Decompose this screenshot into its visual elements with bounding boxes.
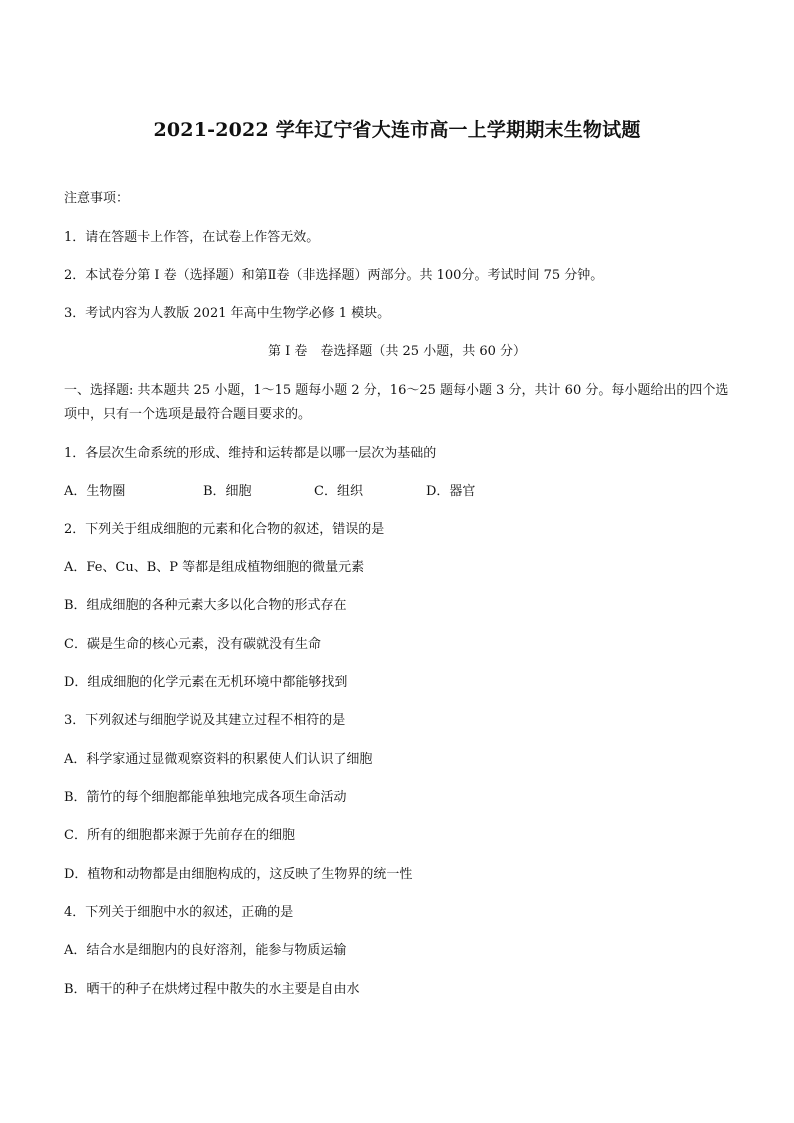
question-option: C．所有的细胞都来源于先前存在的细胞 <box>64 828 295 843</box>
question-option: A．生物圈 <box>64 484 126 499</box>
question-option: C．碳是生命的核心元素，没有碳就没有生命 <box>64 637 321 652</box>
exam-title: 2021-2022 学年辽宁省大连市高一上学期期末生物试题 <box>153 119 641 141</box>
question-option: B．晒干的种子在烘烤过程中散失的水主要是自由水 <box>64 982 360 997</box>
question-options-row <box>64 483 732 501</box>
question-option: A．Fe、Cu、B、P 等都是组成植物细胞的微量元素 <box>64 560 365 575</box>
question-option: C．组织 <box>314 484 363 499</box>
question-stem: 3．下列叙述与细胞学说及其建立过程不相符的是 <box>64 713 346 728</box>
notice-item: 1．请在答题卡上作答，在试卷上作答无效。 <box>64 230 320 245</box>
notice-item: 2．本试卷分第 I 卷（选择题）和第Ⅱ卷（非选择题）两部分。共 100分。考试时间 75 分钟。 <box>64 268 604 283</box>
section-intro: 一、选择题: 共本题共 25 小题，1～15 题每小题 2 分，16～25 题每小题 3 分，共计 60 分。每小题给出的四个选项中，只有一个选项是最符合题目要求的。 <box>64 383 729 422</box>
question-option: B．细胞 <box>203 484 252 499</box>
question-option: A．科学家通过显微观察资料的积累使人们认识了细胞 <box>64 752 373 767</box>
question-option: B．箭竹的每个细胞都能单独地完成各项生命活动 <box>64 790 347 805</box>
question-option: A．结合水是细胞内的良好溶剂，能参与物质运输 <box>64 943 347 958</box>
question-option: B．组成细胞的各种元素大多以化合物的形式存在 <box>64 598 347 613</box>
notice-heading: 注意事项： <box>64 191 130 206</box>
question-option: D．植物和动物都是由细胞构成的，这反映了生物界的统一性 <box>64 867 413 882</box>
question-stem: 1．各层次生命系统的形成、维持和运转都是以哪一层次为基础的 <box>64 446 437 461</box>
question-option: D．组成细胞的化学元素在无机环境中都能够找到 <box>64 675 348 690</box>
notice-item: 3．考试内容为人教版 2021 年高中生物学必修 1 模块。 <box>64 306 391 321</box>
question-option: D．器官 <box>426 484 476 499</box>
question-stem: 4．下列关于细胞中水的叙述，正确的是 <box>64 905 294 920</box>
section-title: 第 I 卷 卷选择题（共 25 小题，共 60 分） <box>267 344 526 359</box>
question-stem: 2．下列关于组成细胞的元素和化合物的叙述，错误的是 <box>64 522 385 537</box>
